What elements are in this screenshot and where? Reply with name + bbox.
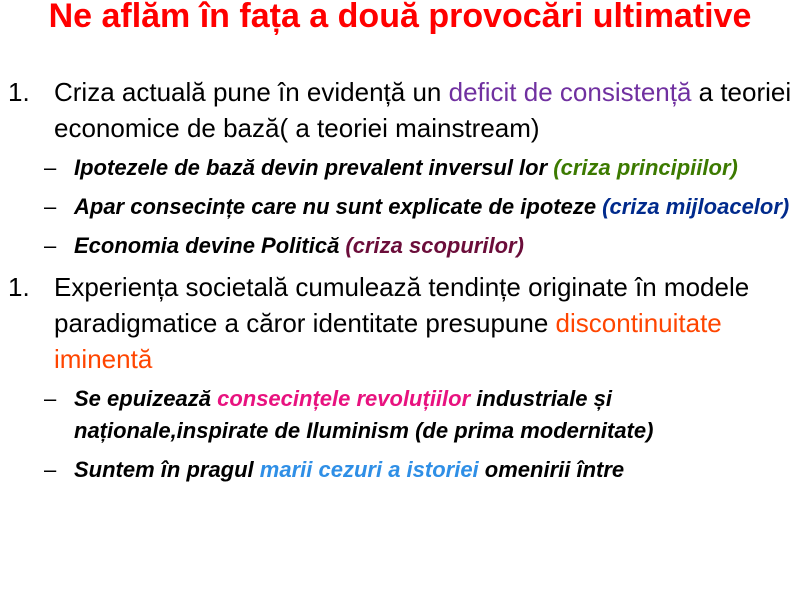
- list-text: Experiența societală cumulează tendințe originate în modele paradigmatice a căror identitate presupune: [54, 272, 750, 338]
- list-text: Criza actuală pune în evidență un: [54, 77, 449, 107]
- list-item-crisis: [0, 74, 800, 146]
- highlight-principles: (criza principiilor): [553, 155, 738, 180]
- sub-item-caesura: [0, 454, 800, 486]
- sub-text: Apar consecințe care nu sunt explicate de ipoteze: [74, 194, 603, 219]
- highlight-discontinuity: discontinuitate iminentă: [54, 308, 722, 374]
- highlight-purposes: (criza scopurilor): [345, 233, 524, 258]
- slide-body: [0, 74, 800, 493]
- sub-item-revolutions: [0, 383, 800, 447]
- sub-item-means: [0, 191, 800, 223]
- bullet-dash: –: [44, 233, 57, 258]
- bullet-dash: –: [44, 194, 57, 219]
- highlight-means: (criza mijloacelor): [602, 194, 790, 219]
- bullet-dash: –: [44, 457, 57, 482]
- sub-text: Ipotezele de bază devin prevalent inversul lor: [74, 155, 554, 180]
- list-item-experience: [0, 269, 800, 377]
- sub-text-continued: omenirii între: [478, 457, 625, 482]
- sub-text: Economia devine Politică: [74, 233, 346, 258]
- list-number: 1.: [8, 77, 30, 107]
- list-text-continued: a teoriei economice de bază( a teoriei mainstream): [54, 77, 792, 143]
- slide-title: Ne aflăm în fața a două provocări ultimative: [48, 0, 752, 35]
- sub-item-purposes: [0, 230, 800, 262]
- highlight-deficit: deficit de consistență: [448, 77, 692, 107]
- bullet-dash: –: [44, 155, 57, 180]
- sub-text-continued: industriale și naționale,inspirate de Iluminism (de prima modernitate): [74, 386, 654, 443]
- sub-text: Se epuizează: [74, 386, 218, 411]
- sub-text: Suntem în pragul: [74, 457, 260, 482]
- bullet-dash: –: [44, 386, 57, 411]
- highlight-caesura: marii cezuri a istoriei: [259, 457, 479, 482]
- list-number: 1.: [8, 272, 30, 302]
- sub-item-principles: [0, 152, 800, 184]
- highlight-revolutions: consecințele revoluțiilor: [217, 386, 471, 411]
